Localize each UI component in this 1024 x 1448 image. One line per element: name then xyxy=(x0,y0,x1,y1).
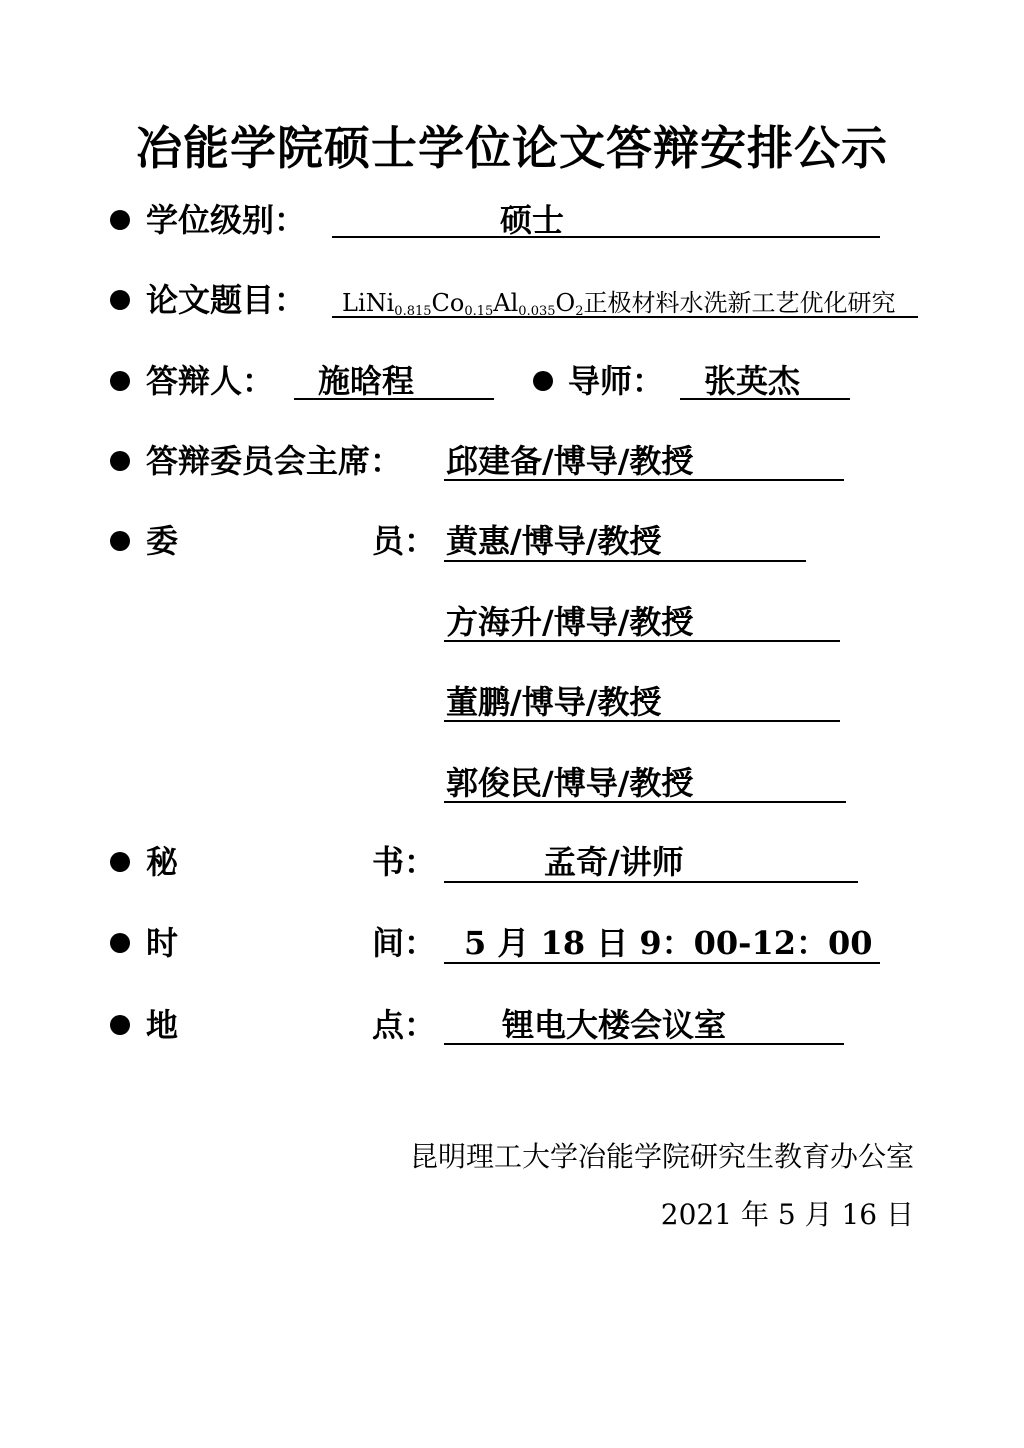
member-2: 方海升/博导/教授 xyxy=(446,603,694,641)
bullet-icon xyxy=(110,371,130,391)
time-label-left: 时 xyxy=(146,924,179,962)
members-label-right: 员： xyxy=(372,522,437,560)
member-3: 董鹏/博导/教授 xyxy=(446,683,662,721)
members-label-left: 委 xyxy=(146,522,179,560)
degree-underline xyxy=(332,236,880,238)
bullet-icon xyxy=(110,933,130,953)
formula-o: O xyxy=(555,289,576,317)
thesis-underline xyxy=(332,316,918,318)
formula-co: Co xyxy=(431,289,465,317)
thesis-title xyxy=(342,288,895,327)
member-1: 黄惠/博导/教授 xyxy=(446,522,662,560)
formula-ni-sub: 0.815 xyxy=(394,304,432,319)
member-4: 郭俊民/博导/教授 xyxy=(446,764,694,802)
supervisor-label: 导师： xyxy=(568,362,665,400)
secretary-value: 孟奇/讲师 xyxy=(544,843,684,881)
location-label-left: 地 xyxy=(146,1006,179,1044)
formula-lini: LiNi xyxy=(342,289,395,317)
bullet-icon xyxy=(110,1015,130,1035)
formula-al-sub: 0.035 xyxy=(518,304,556,319)
bullet-icon xyxy=(110,290,130,310)
supervisor-underline xyxy=(680,398,850,400)
location-value: 锂电大楼会议室 xyxy=(502,1006,727,1044)
chair-label: 答辩委员会主席： xyxy=(146,442,403,480)
bullet-icon xyxy=(110,531,130,551)
formula-al: Al xyxy=(493,289,519,317)
bullet-icon xyxy=(110,210,130,230)
formula-co-sub: 0.15 xyxy=(464,304,494,319)
location-underline xyxy=(444,1043,844,1045)
secretary-label-left: 秘 xyxy=(146,843,179,881)
location-label-right: 点： xyxy=(372,1006,437,1044)
time-underline xyxy=(444,962,880,964)
chair-value: 邱建备/博导/教授 xyxy=(446,442,694,480)
thesis-title-text: 正极材料水洗新工艺优化研究 xyxy=(583,289,896,317)
supervisor-value: 张英杰 xyxy=(704,362,801,400)
formula-o-sub: 2 xyxy=(575,304,584,319)
member-1-underline xyxy=(444,560,806,562)
degree-label: 学位级别： xyxy=(146,201,307,239)
page-title: 冶能学院硕士学位论文答辩安排公示 xyxy=(136,121,888,175)
bullet-icon xyxy=(110,852,130,872)
member-3-underline xyxy=(444,720,840,722)
candidate-label: 答辩人： xyxy=(146,362,275,400)
bullet-icon xyxy=(533,371,553,391)
bullet-icon xyxy=(110,451,130,471)
issuing-office: 昆明理工大学冶能学院研究生教育办公室 xyxy=(409,1140,914,1173)
chair-underline xyxy=(444,479,844,481)
member-2-underline xyxy=(444,640,840,642)
issue-date: 2021 年 5 月 16 日 xyxy=(660,1198,914,1231)
time-value: 5 月 18 日 9：00-12：00 xyxy=(464,924,873,962)
candidate-value: 施晗程 xyxy=(318,362,415,400)
time-label-right: 间： xyxy=(372,924,437,962)
thesis-label: 论文题目： xyxy=(146,281,307,319)
degree-value: 硕士 xyxy=(500,201,565,239)
candidate-underline xyxy=(294,398,494,400)
secretary-label-right: 书： xyxy=(372,843,437,881)
secretary-underline xyxy=(444,881,858,883)
member-4-underline xyxy=(444,801,846,803)
